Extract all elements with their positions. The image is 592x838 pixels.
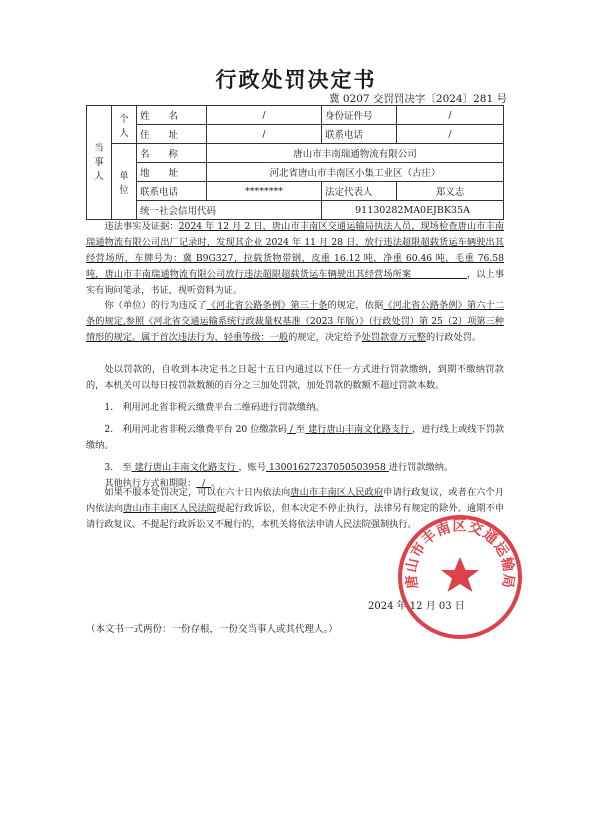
party-info-table — [86, 105, 504, 220]
individual-label: 个人 — [112, 106, 137, 144]
facts-paragraph: 违法事实及证据：2024 年 12 月 2 日，唐山市丰南区交通运输局执法人员，现场检查唐山市丰南瑞通物流有限公司出厂记录时，发现其企业 2024 年 11 月 28 日，放行违法超限超载货运车辆驶出其经营场所，车牌号为：冀 B9G327，拉载货物带钢，皮重 16.12 吨，净重 60.46 吨，毛重 76.58 吨，唐山市丰南瑞通物流有限公司放行违法超限超载货运车辆驶出其经营场所案 ，以上事实有询问笔录，书证，视听资料为证。 — [86, 221, 505, 296]
legal-rep-value: 郑义志 — [397, 182, 504, 201]
payment-method-1: 1. 利用河北省非税云缴费平台二维码进行罚款缴纳。 — [104, 402, 325, 413]
phone-label: 联系电话 — [322, 125, 397, 144]
copies-note: （本文书一式两份：一份存根，一份交当事人或其代理人。） — [86, 624, 338, 635]
credit-code-value: 91130282MA0EJBK35A — [322, 201, 504, 220]
id-value: / — [397, 106, 504, 125]
official-seal-stamp — [395, 512, 525, 642]
document-number: 冀 0207 交罚罚决字〔2024〕281 号 — [329, 93, 507, 105]
appeal-paragraph: 如果不服本处罚决定，可以在六十日内依法向唐山市丰南区人民政府申请行政复议，或者在六个月内依法向唐山市丰南区人民法院提起行政诉讼，但本决定不停止执行，法律另有规定的除外。逾期不申请行政复议、不提起行政诉讼又不履行的，本机关将依法申请人民法院强制执行。 — [86, 487, 505, 530]
id-label: 身份证件号 — [322, 106, 397, 125]
payment-section — [86, 362, 504, 492]
document-title: 行政处罚决定书 — [215, 68, 377, 92]
phone-value: / — [397, 125, 504, 144]
facts-section — [86, 219, 504, 299]
name-value: / — [207, 106, 322, 125]
unit-phone-label: 联系电话 — [137, 182, 207, 201]
unit-address-value: 河北省唐山市丰南区小集工业区（古庄） — [207, 163, 504, 182]
payment-method-2: 2. 利用河北省非税云缴费平台 20 位缴款码 / 至 建行唐山丰南文化路支行 ，进行线上或线下罚款缴纳。 — [86, 424, 505, 451]
address-value: / — [207, 125, 322, 144]
unit-address-label: 地 址 — [137, 163, 207, 182]
credit-code-label: 统一社会信用代码 — [137, 201, 322, 220]
issue-date: 2024 年 12 月 03 日 — [368, 601, 465, 612]
address-label: 住 址 — [137, 125, 207, 144]
legal-rep-label: 法定代表人 — [322, 182, 397, 201]
violation-section — [86, 298, 504, 346]
violation-paragraph: 你（单位）的行为违反了《河北省公路条例》第三十条的规定，依据《河北省公路条例》第六十二条的规定,参照《河北省交通运输系统行政裁量权基准（2023 年版）》（行政处罚）第 25（2）项第三种情形的规定。属于首次违法行为，轻重等级：一般的规定，决定给予处罚款壹万元整的行政处罚。 — [86, 300, 505, 343]
payment-intro: 处以罚款的，自收到本决定书之日起十五日内通过以下任一方式进行罚款缴纳，到期不缴纳罚款的，本机关可以每日按罚款数额的百分之三加处罚款，加处罚款的数额不超过罚款本数。 — [86, 364, 504, 391]
party-section-label: 当事人 — [87, 106, 112, 220]
name-label: 姓 名 — [137, 106, 207, 125]
unit-label: 单位 — [112, 144, 137, 220]
unit-name-value: 唐山市丰南瑞通物流有限公司 — [207, 144, 504, 163]
unit-name-label: 名 称 — [137, 144, 207, 163]
unit-phone-value: ******** — [207, 182, 322, 201]
other-execution: 其他执行方式和期限： / 。 — [104, 478, 221, 489]
svg-text:唐山市丰南区交通运输局: 唐山市丰南区交通运输局 — [403, 518, 517, 590]
payment-method-3: 3. 至 建行唐山丰南文化路支行 ，账号 13001627237050503958 进行罚款缴纳。 — [104, 462, 454, 473]
